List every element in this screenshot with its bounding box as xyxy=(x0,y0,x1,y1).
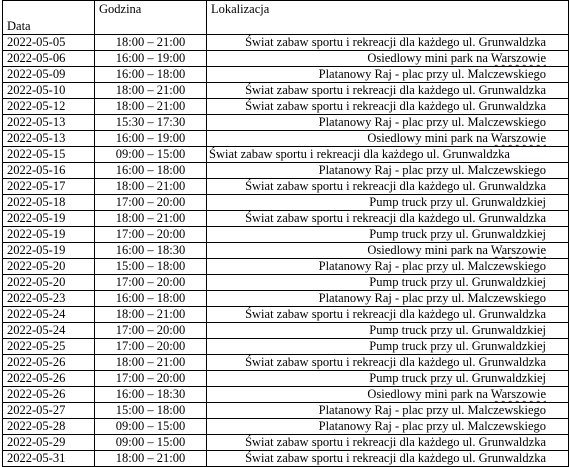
table-row xyxy=(3,131,569,147)
location-cell: Platanowy Raj - plac przy ul. Malczewskiego xyxy=(207,163,569,179)
time-cell: 17:00 – 20:00 xyxy=(95,195,207,211)
date-cell: 2022-05-24 xyxy=(3,323,95,339)
table-row xyxy=(3,339,569,355)
table-row xyxy=(3,259,569,275)
table-row xyxy=(3,227,569,243)
location-cell: Świat zabaw sportu i rekreacji dla każdego ul. Grunwaldzka xyxy=(207,211,569,227)
spellcheck-flagged-word: Warszowie xyxy=(490,51,546,65)
table-row xyxy=(3,275,569,291)
time-cell: 09:00 – 15:00 xyxy=(95,435,207,451)
table-row xyxy=(3,323,569,339)
table-row xyxy=(3,195,569,211)
date-cell: 2022-05-26 xyxy=(3,355,95,371)
time-cell: 16:00 – 18:00 xyxy=(95,163,207,179)
time-cell: 18:00 – 21:00 xyxy=(95,211,207,227)
location-cell: Pump truck przy ul. Grunwaldzkiej xyxy=(207,339,569,355)
time-cell: 17:00 – 20:00 xyxy=(95,227,207,243)
table-row xyxy=(3,435,569,451)
date-cell: 2022-05-20 xyxy=(3,259,95,275)
location-cell: Pump truck przy ul. Grunwaldzkiej xyxy=(207,371,569,387)
date-cell: 2022-05-31 xyxy=(3,451,95,467)
time-cell: 15:00 – 18:00 xyxy=(95,259,207,275)
location-text: Osiedlowy mini park na xyxy=(367,387,491,401)
spellcheck-flagged-word: Warszowie xyxy=(490,131,546,145)
header-time: Godzina xyxy=(95,1,207,35)
table-row xyxy=(3,387,569,403)
time-cell: 16:00 – 18:00 xyxy=(95,291,207,307)
time-cell: 16:00 – 18:00 xyxy=(95,67,207,83)
time-cell: 17:00 – 20:00 xyxy=(95,371,207,387)
header-row xyxy=(3,1,569,35)
location-cell: Pump truck przy ul. Grunwaldzkiej xyxy=(207,195,569,211)
location-cell xyxy=(207,131,569,147)
table-row xyxy=(3,83,569,99)
time-cell: 16:00 – 19:00 xyxy=(95,131,207,147)
time-cell: 09:00 – 15:00 xyxy=(95,419,207,435)
time-cell: 16:00 – 19:00 xyxy=(95,51,207,67)
date-cell: 2022-05-19 xyxy=(3,227,95,243)
location-cell: Świat zabaw sportu i rekreacji dla każdego ul. Grunwaldzka xyxy=(207,355,569,371)
time-cell: 18:00 – 21:00 xyxy=(95,179,207,195)
location-cell: Pump truck przy ul. Grunwaldzkiej xyxy=(207,275,569,291)
location-text: Osiedlowy mini park na xyxy=(367,131,491,145)
date-cell: 2022-05-28 xyxy=(3,419,95,435)
location-cell: Świat zabaw sportu i rekreacji dla każdego ul. Grunwaldzka xyxy=(207,435,569,451)
table-row xyxy=(3,451,569,467)
date-cell: 2022-05-05 xyxy=(3,35,95,51)
table-row xyxy=(3,179,569,195)
location-cell: Platanowy Raj - plac przy ul. Malczewskiego xyxy=(207,259,569,275)
date-cell: 2022-05-24 xyxy=(3,307,95,323)
date-cell: 2022-05-09 xyxy=(3,67,95,83)
header-location: Lokalizacja xyxy=(207,1,569,35)
date-cell: 2022-05-23 xyxy=(3,291,95,307)
table-row xyxy=(3,371,569,387)
location-cell: Platanowy Raj - plac przy ul. Malczewskiego xyxy=(207,291,569,307)
table-row xyxy=(3,35,569,51)
time-cell: 18:00 – 21:00 xyxy=(95,307,207,323)
date-cell: 2022-05-13 xyxy=(3,115,95,131)
location-text: Osiedlowy mini park na xyxy=(367,243,491,257)
date-cell: 2022-05-26 xyxy=(3,371,95,387)
date-cell: 2022-05-26 xyxy=(3,387,95,403)
time-cell: 16:00 – 18:30 xyxy=(95,387,207,403)
date-cell: 2022-05-25 xyxy=(3,339,95,355)
time-cell: 18:00 – 21:00 xyxy=(95,83,207,99)
location-cell: Świat zabaw sportu i rekreacji dla każdego ul. Grunwaldzka xyxy=(207,451,569,467)
date-cell: 2022-05-27 xyxy=(3,403,95,419)
time-cell: 15:00 – 18:00 xyxy=(95,403,207,419)
time-cell: 18:00 – 21:00 xyxy=(95,355,207,371)
date-cell: 2022-05-15 xyxy=(3,147,95,163)
location-cell: Świat zabaw sportu i rekreacji dla każdego ul. Grunwaldzka xyxy=(207,179,569,195)
header-date: Data xyxy=(3,1,95,35)
location-cell: Platanowy Raj - plac przy ul. Malczewskiego xyxy=(207,419,569,435)
time-cell: 17:00 – 20:00 xyxy=(95,275,207,291)
table-row xyxy=(3,115,569,131)
table-row xyxy=(3,211,569,227)
time-cell: 17:00 – 20:00 xyxy=(95,339,207,355)
time-cell: 15:30 – 17:30 xyxy=(95,115,207,131)
time-cell: 17:00 – 20:00 xyxy=(95,323,207,339)
location-cell: Platanowy Raj - plac przy ul. Malczewskiego xyxy=(207,403,569,419)
time-cell: 16:00 – 18:30 xyxy=(95,243,207,259)
location-cell: Świat zabaw sportu i rekreacji dla każdego ul. Grunwaldzka xyxy=(207,147,569,163)
table-row xyxy=(3,163,569,179)
table-row xyxy=(3,307,569,323)
location-cell: Pump truck przy ul. Grunwaldzkiej xyxy=(207,227,569,243)
date-cell: 2022-05-17 xyxy=(3,179,95,195)
date-cell: 2022-05-06 xyxy=(3,51,95,67)
table-row xyxy=(3,67,569,83)
table-row xyxy=(3,355,569,371)
date-cell: 2022-05-13 xyxy=(3,131,95,147)
table-row xyxy=(3,99,569,115)
location-cell: Platanowy Raj - plac przy ul. Malczewskiego xyxy=(207,115,569,131)
spellcheck-flagged-word: Warszowie xyxy=(490,243,546,257)
time-cell: 18:00 – 21:00 xyxy=(95,451,207,467)
table-row xyxy=(3,419,569,435)
date-cell: 2022-05-19 xyxy=(3,243,95,259)
date-cell: 2022-05-16 xyxy=(3,163,95,179)
time-cell: 09:00 – 15:00 xyxy=(95,147,207,163)
date-cell: 2022-05-19 xyxy=(3,211,95,227)
location-cell: Świat zabaw sportu i rekreacji dla każdego ul. Grunwaldzka xyxy=(207,35,569,51)
location-cell xyxy=(207,51,569,67)
location-cell xyxy=(207,243,569,259)
location-cell: Świat zabaw sportu i rekreacji dla każdego ul. Grunwaldzka xyxy=(207,99,569,115)
time-cell: 18:00 – 21:00 xyxy=(95,99,207,115)
document-sheet xyxy=(2,0,568,467)
time-cell: 18:00 – 21:00 xyxy=(95,35,207,51)
location-cell: Świat zabaw sportu i rekreacji dla każdego ul. Grunwaldzka xyxy=(207,83,569,99)
location-cell: Świat zabaw sportu i rekreacji dla każdego ul. Grunwaldzka xyxy=(207,307,569,323)
date-cell: 2022-05-12 xyxy=(3,99,95,115)
location-cell xyxy=(207,387,569,403)
date-cell: 2022-05-29 xyxy=(3,435,95,451)
date-cell: 2022-05-18 xyxy=(3,195,95,211)
schedule-rows xyxy=(3,35,569,467)
date-cell: 2022-05-20 xyxy=(3,275,95,291)
location-cell: Pump truck przy ul. Grunwaldzkiej xyxy=(207,323,569,339)
date-cell: 2022-05-10 xyxy=(3,83,95,99)
schedule-table xyxy=(2,0,569,467)
table-row xyxy=(3,403,569,419)
table-row xyxy=(3,51,569,67)
location-text: Osiedlowy mini park na xyxy=(367,51,491,65)
location-cell: Platanowy Raj - plac przy ul. Malczewskiego xyxy=(207,67,569,83)
table-row xyxy=(3,147,569,163)
spellcheck-flagged-word: Warszowie xyxy=(490,387,546,401)
table-row xyxy=(3,243,569,259)
table-row xyxy=(3,291,569,307)
